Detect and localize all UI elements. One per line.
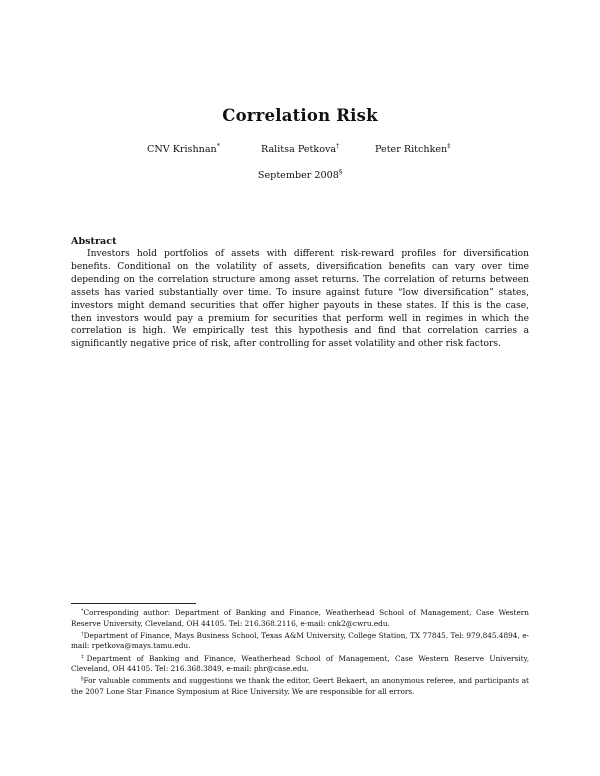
author [261, 144, 339, 155]
footnote [71, 608, 529, 629]
footnote [71, 631, 529, 652]
author-name: CNV Krishnan [147, 144, 217, 155]
footnote-mark: § [81, 676, 84, 683]
footnotes [71, 608, 529, 699]
footnote-mark: * [81, 608, 84, 614]
footnote [71, 676, 529, 697]
footnote-mark: † [81, 630, 84, 637]
footnote-divider [71, 603, 196, 604]
author-footnote-mark: † [336, 142, 340, 150]
footnote-text: Department of Finance, Mays Business School, Texas A&M University, College Station, TX 77845. Tel: 979.845.4894, e-mail: rpetkova@mays.tamu.edu. [71, 630, 529, 651]
paper-title: Correlation Risk [222, 106, 378, 125]
date-footnote-mark: § [338, 168, 343, 176]
author-footnote-mark: * [216, 142, 220, 150]
footnote-text: Corresponding author: Department of Banking and Finance, Weatherhead School of Management, Case Western Reserve University, Cleveland, OH 44105. Tel: 216.368.2116, e-mail: cnk2@cwru.edu. [71, 608, 529, 628]
date-text: September 2008 [257, 170, 339, 181]
author [147, 144, 220, 155]
footnote [71, 654, 529, 675]
author [375, 144, 451, 155]
abstract-heading: Abstract [71, 236, 117, 247]
author-name: Ralitsa Petkova [261, 144, 337, 155]
author-name: Peter Ritchken [375, 144, 448, 155]
abstract-body: Investors hold portfolios of assets with different risk-reward profiles for diversification benefits. Conditional on the volatility of assets, diversification benefits can vary over time depending on the correlation structure among asset returns. The correlation of returns between assets has varied substantially over time. To insure against future “low diversification” states, investors might demand securities that offer higher payouts in these states. If this is the case, then investors would pay a premium for securities that perform well in regimes in which the correlation is high. We empirically test this hypothesis and find that correlation carries a significantly negative price of risk, after controlling for asset volatility and other risk factors. [71, 249, 529, 350]
author-list [0, 144, 600, 160]
paper-date [0, 170, 600, 181]
footnote-text: For valuable comments and suggestions we thank the editor, Geert Bekaert, an anonymous referee, and participants at the 2007 Lone Star Finance Symposium at Rice University. We are responsible for all errors. [71, 676, 529, 696]
footnote-text: Department of Banking and Finance, Weatherhead School of Management, Case Western Reserve University, Cleveland, OH 44105. Tel: 216.368.3849, e-mail: phr@case.edu. [71, 653, 530, 674]
author-footnote-mark: ‡ [447, 142, 451, 150]
footnote-mark: ‡ [81, 653, 87, 660]
